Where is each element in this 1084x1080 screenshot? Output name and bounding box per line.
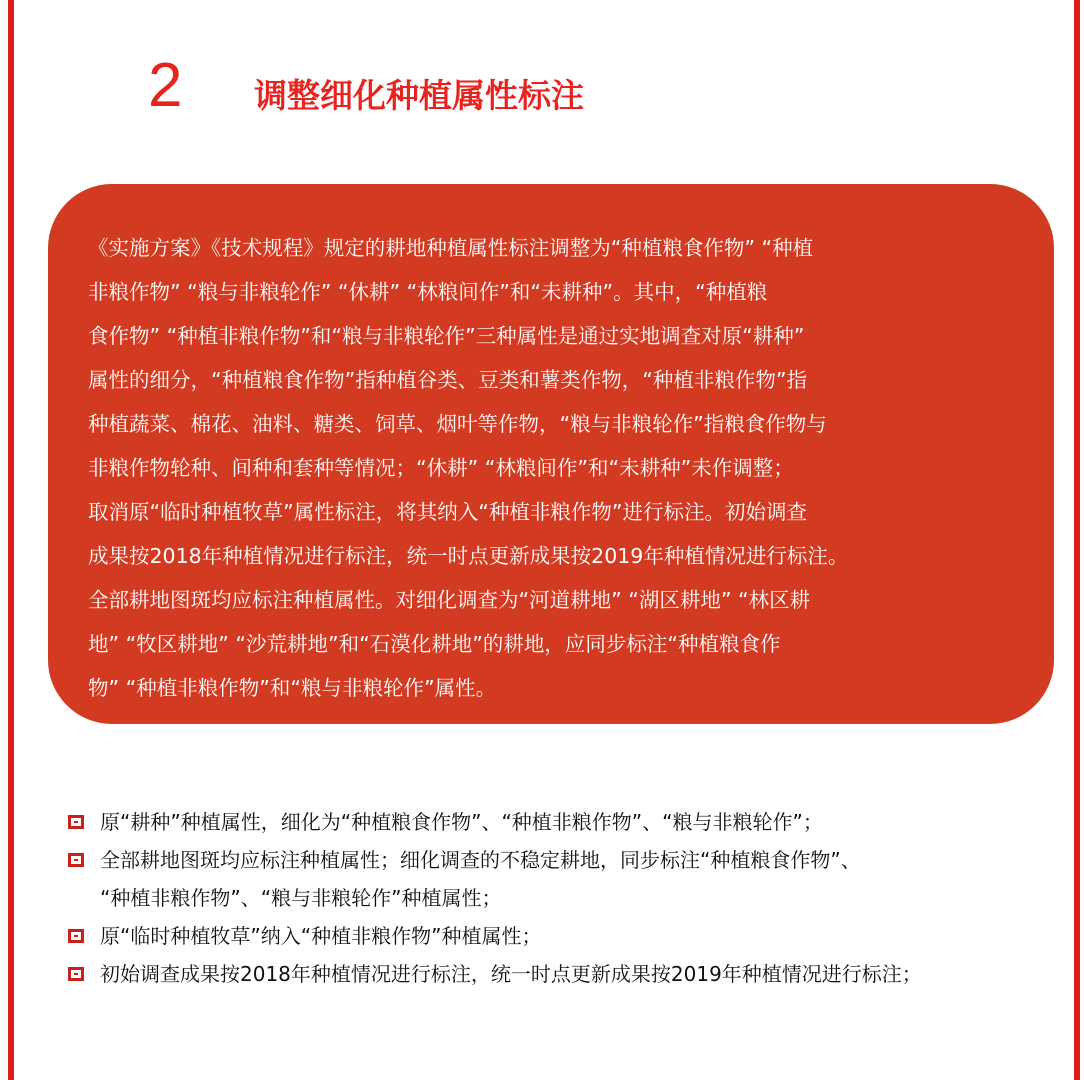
description-line: 食作物” “种植非粮作物”和“粮与非粮轮作”三种属性是通过实地调查对原“耕种” bbox=[88, 324, 805, 348]
description-line: 地” “牧区耕地” “沙荒耕地”和“石漠化耕地”的耕地，应同步标注“种植粮食作 bbox=[88, 632, 781, 656]
bullet-item-continuation bbox=[62, 878, 1062, 916]
description-text bbox=[88, 226, 1018, 710]
square-bullet-icon bbox=[68, 853, 84, 867]
bullet-text: 全部耕地图斑均应标注种植属性；细化调查的不稳定耕地，同步标注“种植粮食作物”、 bbox=[100, 848, 861, 872]
square-bullet-icon bbox=[68, 929, 84, 943]
description-line: 《实施方案》《技术规程》规定的耕地种植属性标注调整为“种植粮食作物” “种植 bbox=[88, 236, 814, 260]
description-line: 种植蔬菜、棉花、油料、糖类、饲草、烟叶等作物，“粮与非粮轮作”指粮食作物与 bbox=[88, 412, 827, 436]
bullet-item bbox=[62, 840, 1062, 878]
description-line: 属性的细分，“种植粮食作物”指种植谷类、豆类和薯类作物，“种植非粮作物”指 bbox=[88, 368, 807, 392]
description-line: 成果按2018年种植情况进行标注，统一时点更新成果按2019年种植情况进行标注。 bbox=[88, 544, 849, 568]
bullet-item bbox=[62, 802, 1062, 840]
bullet-text: “种植非粮作物”、“粮与非粮轮作”种植属性； bbox=[100, 886, 502, 910]
bullet-text: 初始调查成果按2018年种植情况进行标注，统一时点更新成果按2019年种植情况进行标注； bbox=[100, 962, 922, 986]
section-title: 调整细化种植属性标注 bbox=[254, 76, 584, 115]
right-frame-border bbox=[1074, 0, 1080, 1080]
bullet-text: 原“耕种”种植属性，细化为“种植粮食作物”、“种植非粮作物”、“粮与非粮轮作”； bbox=[100, 810, 823, 834]
left-frame-border bbox=[8, 0, 14, 1080]
description-line: 非粮作物” “粮与非粮轮作” “休耕” “林粮间作”和“未耕种”。其中，“种植粮 bbox=[88, 280, 768, 304]
bullet-text: 原“临时种植牧草”纳入“种植非粮作物”种植属性； bbox=[100, 924, 542, 948]
description-line: 取消原“临时种植牧草”属性标注，将其纳入“种植非粮作物”进行标注。初始调查 bbox=[88, 500, 807, 524]
description-line: 非粮作物轮种、间种和套种等情况；“休耕” “林粮间作”和“未耕种”未作调整； bbox=[88, 456, 794, 480]
bullet-item bbox=[62, 916, 1062, 954]
bullet-item bbox=[62, 954, 1062, 992]
description-line: 全部耕地图斑均应标注种植属性。对细化调查为“河道耕地” “湖区耕地” “林区耕 bbox=[88, 588, 811, 612]
description-line: 物” “种植非粮作物”和“粮与非粮轮作”属性。 bbox=[88, 676, 497, 700]
square-bullet-icon bbox=[68, 815, 84, 829]
section-number: 2 bbox=[148, 51, 183, 120]
summary-bullet-list bbox=[62, 802, 1062, 992]
square-bullet-icon bbox=[68, 967, 84, 981]
